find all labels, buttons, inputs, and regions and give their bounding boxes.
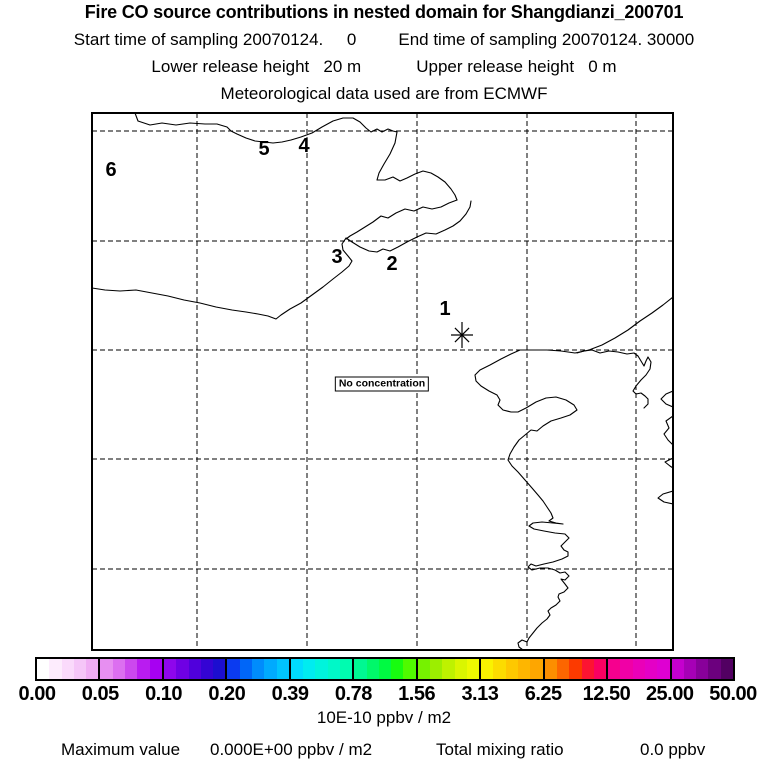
mixing-ratio-label: Total mixing ratio (436, 740, 564, 759)
colorbar-cell (252, 659, 264, 679)
colorbar-cell (569, 659, 581, 679)
colorbar-cell (201, 659, 213, 679)
colorbar-cell (49, 659, 61, 679)
colorbar (35, 657, 735, 681)
colorbar-cell (150, 659, 162, 679)
colorbar-cell (467, 659, 479, 679)
coastline-north (135, 113, 457, 200)
meteo-source-text: Meteorological data used are from ECMWF (220, 84, 548, 103)
colorbar-segment-2 (162, 659, 225, 679)
sampling-start-text: Start time of sampling 20070124. 0 (73, 30, 357, 49)
colorbar-cell (418, 659, 430, 679)
coastline-west-bay (92, 201, 471, 319)
lower-release-text: Lower release height 20 m (151, 57, 362, 76)
mixing-ratio-value: 0.0 ppbv (640, 740, 706, 759)
upper-release-text: Upper release height 0 m (416, 57, 617, 76)
colorbar-tick-label: 0.05 (81, 683, 119, 705)
plot-title: Fire CO source contributions in nested domain for Shangdianzi_200701 (84, 2, 684, 22)
colorbar-tick-label: 1.56 (398, 683, 436, 705)
colorbar-units-label: 10E-10 ppbv / m2 (316, 708, 452, 727)
colorbar-cell (620, 659, 632, 679)
colorbar-cell (608, 659, 620, 679)
coastline-islet-4 (658, 491, 673, 504)
colorbar-tick-label: 0.39 (271, 683, 309, 705)
colorbar-cell (277, 659, 289, 679)
colorbar-cell (594, 659, 606, 679)
colorbar-tick-label: 0.10 (145, 683, 182, 705)
colorbar-cell (164, 659, 176, 679)
colorbar-cell (530, 659, 542, 679)
colorbar-cell (403, 659, 415, 679)
source-label-3: 3 (331, 246, 343, 268)
colorbar-cell (62, 659, 74, 679)
colorbar-cell (684, 659, 696, 679)
colorbar-cell (379, 659, 391, 679)
coastline-peninsula-ne (577, 350, 651, 408)
colorbar-cell (493, 659, 505, 679)
no-concentration-box: No concentration (335, 377, 429, 392)
coastline-islet-1 (661, 391, 673, 407)
colorbar-segment-10 (670, 659, 733, 679)
coastline-bay-south-shore (346, 200, 457, 239)
colorbar-cell (328, 659, 340, 679)
colorbar-tick-label: 12.50 (582, 683, 631, 705)
colorbar-cell (391, 659, 403, 679)
colorbar-cell (582, 659, 594, 679)
colorbar-cell (672, 659, 684, 679)
colorbar-cell (354, 659, 366, 679)
colorbar-segment-7 (479, 659, 542, 679)
colorbar-cell (227, 659, 239, 679)
colorbar-tick-label: 0.20 (208, 683, 246, 705)
source-label-2: 2 (386, 253, 398, 275)
sampling-end-text: End time of sampling 20070124. 30000 (398, 30, 695, 49)
colorbar-cell (240, 659, 252, 679)
colorbar-cell (696, 659, 708, 679)
colorbar-tick-label: 6.25 (524, 683, 562, 705)
colorbar-cell (506, 659, 518, 679)
colorbar-segment-8 (543, 659, 606, 679)
colorbar-cell (545, 659, 557, 679)
source-label-4: 4 (298, 135, 310, 157)
colorbar-cell (315, 659, 327, 679)
source-label-6: 6 (105, 159, 117, 181)
colorbar-cell (455, 659, 467, 679)
colorbar-cell (176, 659, 188, 679)
colorbar-cell (137, 659, 149, 679)
colorbar-cell (86, 659, 98, 679)
colorbar-cell (113, 659, 125, 679)
coastline-islet-2 (664, 416, 673, 445)
colorbar-cell (657, 659, 669, 679)
colorbar-tick-label: 0.78 (334, 683, 372, 705)
colorbar-tick-label: 0.00 (18, 683, 56, 705)
colorbar-segment-0 (37, 659, 98, 679)
max-value-label: Maximum value (61, 740, 181, 759)
colorbar-cell (367, 659, 379, 679)
colorbar-cell (645, 659, 657, 679)
colorbar-cell (481, 659, 493, 679)
source-label-1: 1 (439, 298, 451, 320)
colorbar-cell (518, 659, 530, 679)
colorbar-cell (721, 659, 733, 679)
colorbar-cell (213, 659, 225, 679)
colorbar-cell (74, 659, 86, 679)
colorbar-cell (125, 659, 137, 679)
colorbar-cell (264, 659, 276, 679)
colorbar-tick-label: 3.13 (461, 683, 499, 705)
colorbar-cell (303, 659, 315, 679)
colorbar-cell (37, 659, 49, 679)
colorbar-cell (100, 659, 112, 679)
receptor-asterisk-icon (451, 322, 473, 348)
colorbar-segment-4 (289, 659, 352, 679)
colorbar-segment-3 (225, 659, 288, 679)
colorbar-cell (291, 659, 303, 679)
colorbar-cell (708, 659, 720, 679)
colorbar-cell (633, 659, 645, 679)
max-value: 0.000E+00 ppbv / m2 (210, 740, 373, 759)
colorbar-segment-9 (606, 659, 669, 679)
colorbar-cell (340, 659, 352, 679)
colorbar-tick-label: 50.00 (709, 683, 757, 705)
colorbar-segment-5 (352, 659, 415, 679)
colorbar-segment-1 (98, 659, 161, 679)
source-label-5: 5 (258, 138, 270, 160)
colorbar-cell (189, 659, 201, 679)
colorbar-cell (557, 659, 569, 679)
colorbar-cell (442, 659, 454, 679)
colorbar-tick-label: 25.00 (645, 683, 694, 705)
colorbar-cell (430, 659, 442, 679)
colorbar-segment-6 (416, 659, 479, 679)
